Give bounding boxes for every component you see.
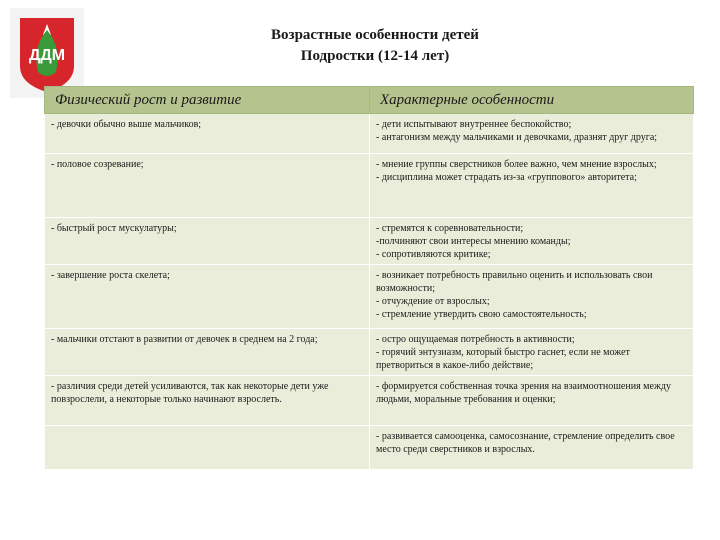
cell-line: - девочки обычно выше мальчиков; xyxy=(51,119,202,130)
table-row xyxy=(45,218,694,265)
cell-line: - развивается самооценка, самосознание, стремление определить свое место среди сверстников и взрослых. xyxy=(376,431,675,455)
cell-line: - быстрый рост мускулатуры; xyxy=(51,223,177,234)
logo xyxy=(10,8,84,98)
features-cell xyxy=(370,218,694,265)
cell-line: - дети испытывают внутреннее беспокойство; xyxy=(376,119,572,130)
physical-cell xyxy=(45,426,370,470)
features-cell xyxy=(370,376,694,426)
features-cell xyxy=(370,329,694,376)
cell-line: - отчуждение от взрослых; xyxy=(376,296,490,307)
physical-cell xyxy=(45,376,370,426)
cell-line: - возникает потребность правильно оценить и использовать свои возможности; xyxy=(376,270,653,294)
cell-line: - завершение роста скелета; xyxy=(51,270,170,281)
table-row xyxy=(45,376,694,426)
cell-line: - различия среди детей усиливаются, так как некоторые дети уже повзрослели, а некоторые только начинают взрослеть. xyxy=(51,381,329,405)
table-row xyxy=(45,154,694,218)
cell-line: - мальчики отстают в развитии от девочек в среднем на 2 года; xyxy=(51,334,318,345)
table-header-row xyxy=(45,87,694,114)
physical-cell xyxy=(45,218,370,265)
page-title xyxy=(140,25,610,67)
features-cell xyxy=(370,154,694,218)
physical-cell xyxy=(45,265,370,329)
cell-line: - антагонизм между мальчиками и девочками, дразнят друг друга; xyxy=(376,132,658,143)
cell-line: -полчиняют свои интересы мнению команды; xyxy=(376,236,571,247)
cell-line: - стремятся к соревновательности; xyxy=(376,223,524,234)
cell-line: - сопротивляются критике; xyxy=(376,249,491,260)
table-row xyxy=(45,329,694,376)
column-header-physical: Физический рост и развитие xyxy=(45,87,370,114)
shield-emblem-icon xyxy=(10,8,84,98)
logo-text: ДДМ xyxy=(28,47,66,64)
features-cell xyxy=(370,114,694,154)
table-row xyxy=(45,426,694,470)
cell-line: - дисциплина может страдать из-за «группового» авторитета; xyxy=(376,172,637,183)
cell-line: - формируется собственная точка зрения на взаимоотношения между людьми, моральные требования и оценки; xyxy=(376,381,671,405)
physical-cell xyxy=(45,329,370,376)
cell-line: - горячий энтузиазм, который быстро гаснет, если не может претвориться в какое-либо действие; xyxy=(376,347,630,371)
table-row xyxy=(45,114,694,154)
title-line-1: Возрастные особенности детей xyxy=(271,27,479,43)
physical-cell xyxy=(45,154,370,218)
table-row xyxy=(45,265,694,329)
physical-cell xyxy=(45,114,370,154)
cell-line: - мнение группы сверстников более важно, чем мнение взрослых; xyxy=(376,159,657,170)
cell-line: - половое созревание; xyxy=(51,159,144,170)
features-cell xyxy=(370,265,694,329)
age-features-table xyxy=(44,86,694,470)
column-header-features: Характерные особенности xyxy=(370,87,694,114)
cell-line: - стремление утвердить свою самостоятельность; xyxy=(376,309,587,320)
title-line-2: Подростки (12-14 лет) xyxy=(300,48,450,64)
features-cell xyxy=(370,426,694,470)
cell-line: - остро ощущаемая потребность в активности; xyxy=(376,334,575,345)
